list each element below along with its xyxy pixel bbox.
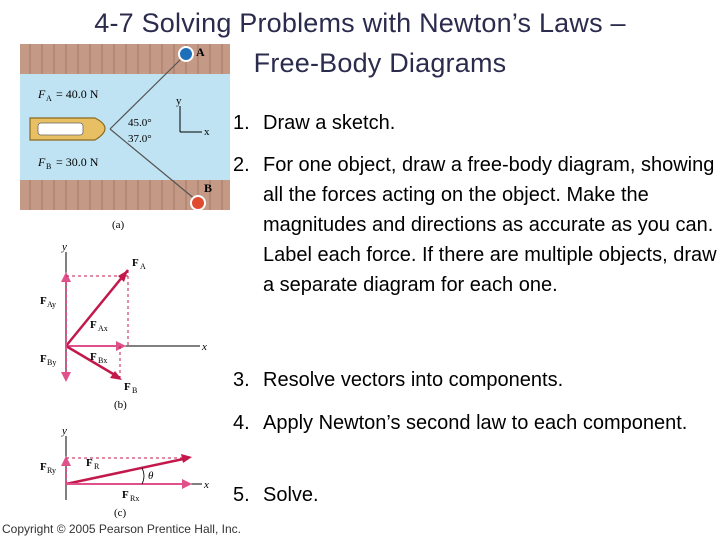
step-3-text: Resolve vectors into components.: [263, 369, 564, 391]
step-2: 2. For one object, draw a free-body diagram, showing all the forces acting on the object. Make the magnitudes and directions as accurate as you can. Label each force. If there are multiple objects, draw a separate diagram for each one.: [233, 154, 717, 296]
svg-text:Ax: Ax: [98, 324, 108, 333]
step-5-text: Solve.: [263, 484, 319, 506]
svg-text:y: y: [62, 241, 67, 253]
panel-a-sketch: [20, 44, 230, 231]
slide-title-line-2: Free-Body Diagrams: [253, 48, 507, 78]
svg-text:x: x: [202, 341, 207, 353]
svg-text:Ry: Ry: [47, 466, 57, 475]
step-1-text: Draw a sketch.: [263, 112, 396, 134]
vector-fa: [66, 270, 128, 346]
step-2-text: For one object, draw a free-body diagram, showing all the forces acting on the object. Make the magnitudes and directions as accurate as you can. Label each force. If there are multiple objects, draw a separate diagram for each one.: [263, 154, 717, 296]
svg-text:F: F: [40, 295, 47, 307]
svg-text:R: R: [94, 462, 100, 471]
svg-text:y: y: [62, 425, 67, 437]
panel-a-axis-y: y: [176, 95, 182, 107]
svg-text:F: F: [132, 257, 139, 269]
svg-text:Ay: Ay: [47, 300, 57, 309]
panel-b-free-body: [40, 241, 207, 411]
svg-text:B: B: [132, 386, 138, 395]
anchor-a: [179, 47, 193, 61]
svg-text:A: A: [46, 94, 52, 103]
caption-b: (b): [114, 399, 127, 411]
svg-text:F: F: [124, 381, 131, 393]
label-fb-value: = 30.0 N: [56, 155, 99, 169]
svg-text:By: By: [47, 358, 57, 367]
svg-text:F: F: [90, 319, 97, 331]
point-b: B: [204, 181, 213, 195]
copyright: Copyright © 2005 Pearson Prentice Hall, Inc.: [2, 522, 241, 536]
svg-text:B: B: [46, 162, 52, 171]
svg-text:F: F: [90, 351, 97, 363]
caption-a: (a): [112, 219, 125, 231]
svg-text:A: A: [140, 262, 146, 271]
vector-fr: [66, 458, 188, 484]
panel-c-resultant: [40, 425, 209, 519]
caption-c: (c): [114, 507, 127, 519]
label-fb: F: [38, 155, 46, 169]
svg-text:Rx: Rx: [130, 494, 140, 503]
step-1: 1. Draw a sketch.: [233, 112, 396, 134]
angle-top: 45.0°: [128, 117, 152, 129]
slide-title-line-1: 4-7 Solving Problems with Newton’s Laws –: [94, 8, 626, 38]
step-5: 5. Solve.: [233, 484, 319, 506]
panel-a-axis-x: x: [204, 126, 210, 138]
anchor-b: [191, 196, 205, 210]
svg-text:F: F: [40, 461, 47, 473]
svg-text:x: x: [204, 479, 209, 491]
point-a: A: [196, 45, 205, 59]
label-fa-value: = 40.0 N: [56, 87, 99, 101]
label-fa: F: [38, 87, 46, 101]
angle-bottom: 37.0°: [128, 133, 152, 145]
svg-text:F: F: [122, 489, 129, 501]
svg-text:Bx: Bx: [98, 356, 108, 365]
svg-text:F: F: [40, 353, 47, 365]
free-body-figure: [0, 40, 232, 522]
step-3: 3. Resolve vectors into components.: [233, 369, 564, 391]
svg-text:θ: θ: [148, 470, 154, 482]
step-4: 4. Apply Newton’s second law to each component.: [233, 412, 688, 434]
step-4-text: Apply Newton’s second law to each component.: [263, 412, 688, 434]
svg-text:F: F: [86, 457, 93, 469]
